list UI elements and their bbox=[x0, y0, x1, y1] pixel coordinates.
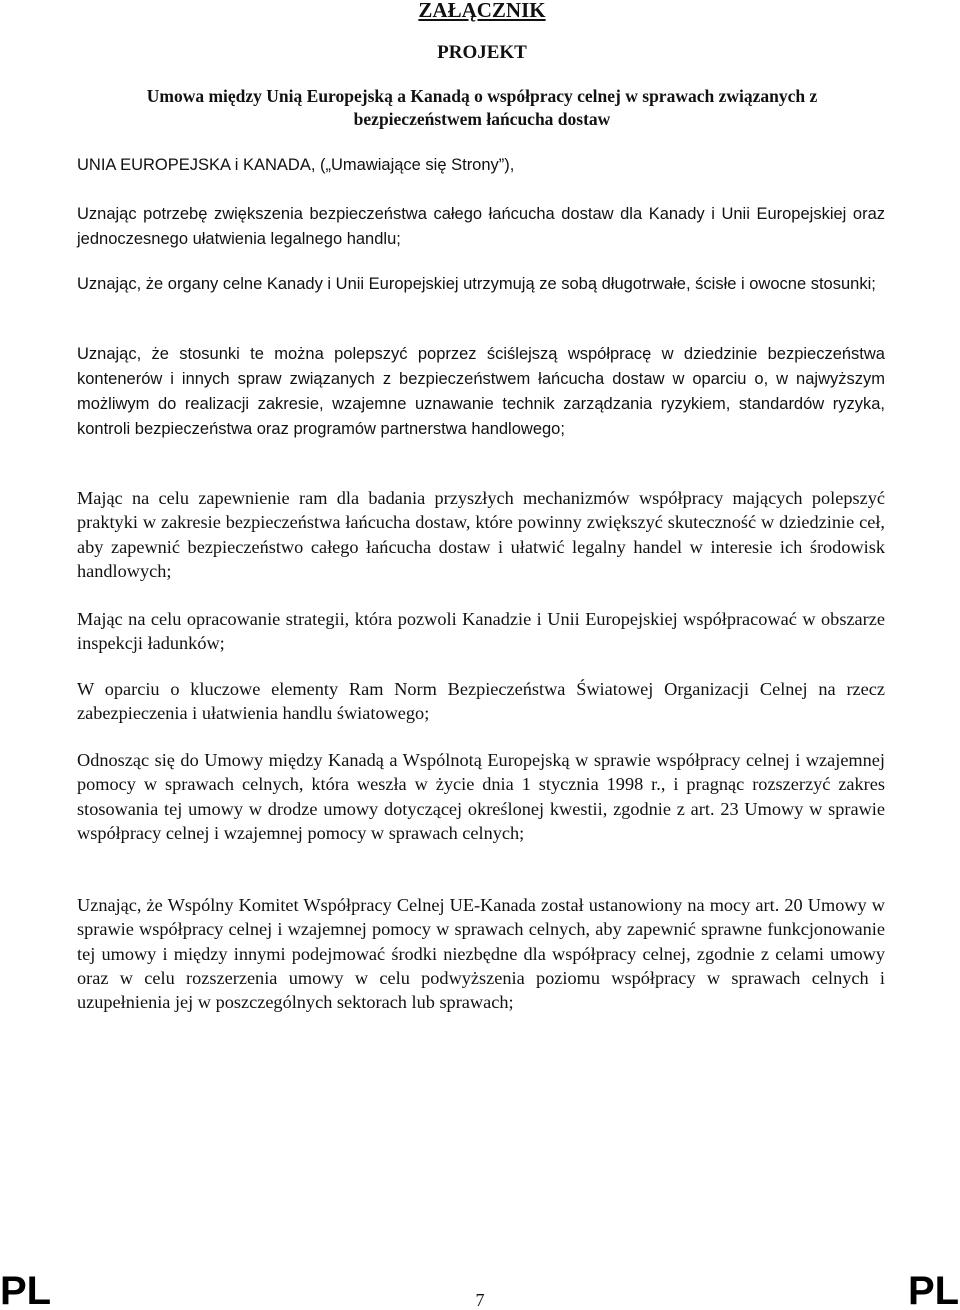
recital-paragraph-8: Uznając, że Wspólny Komitet Współpracy Celnej UE-Kanada został ustanowiony na mocy art. 20 Umowy w sprawie współpracy celnej i wzajemnej pomocy w sprawach celnych, aby zapewnić sprawne funkcjonowanie tej umowy i między innymi podejmować środki niezbędne dla współpracy celnej, zgodnie z celami umowy oraz w celu rozszerzenia umowy w celu podwyższenia poziomu współpracy w sprawach celnych i uzupełnienia jej w poszczególnych sektorach lub sprawach; bbox=[77, 895, 885, 1013]
recital-paragraph-5: Mając na celu opracowanie strategii, która pozwoli Kanadzie i Unii Europejskiej współpracować w obszarze inspekcji ładunków; bbox=[77, 609, 885, 654]
recital-paragraph-6: W oparciu o kluczowe elementy Ram Norm Bezpieczeństwa Światowej Organizacji Celnej na rzecz zabezpieczenia i ułatwienia handlu światowego; bbox=[77, 679, 885, 724]
recital-paragraph-1: Uznając potrzebę zwiększenia bezpieczeństwa całego łańcucha dostaw dla Kanady i Unii Europejskiej oraz jednoczesnego ułatwienia legalnego handlu; bbox=[77, 205, 885, 248]
recital-paragraph-2: Uznając, że organy celne Kanady i Unii Europejskiej utrzymują ze sobą długotrwałe, ścisłe i owocne stosunki; bbox=[77, 275, 876, 293]
annex-heading: ZAŁĄCZNIK bbox=[418, 0, 546, 22]
language-code-left: PL bbox=[0, 1269, 52, 1310]
recital-paragraph-3: Uznając, że stosunki te można polepszyć poprzez ściślejszą współpracę w dziedzinie bezpieczeństwa kontenerów i innych spraw związanych z bezpieczeństwem łańcucha dostaw w oparciu o, w najwyższym możliwym do realizacji zakresie, wzajemne uznawanie technik zarządzania ryzykiem, standardów ryzyka, kontroli bezpieczeństwa oraz programów partnerstwa handlowego; bbox=[77, 345, 885, 438]
language-code-right: PL bbox=[908, 1269, 960, 1310]
parties-paragraph: UNIA EUROPEJSKA i KANADA, („Umawiające się Strony”), bbox=[77, 156, 515, 174]
project-heading: PROJEKT bbox=[437, 42, 527, 63]
agreement-title: Umowa między Unią Europejską a Kanadą o współpracy celnej w sprawach związanych z bezpieczeństwem łańcucha dostaw bbox=[146, 86, 818, 129]
page-number: 7 bbox=[475, 1290, 485, 1310]
recital-paragraph-4: Mając na celu zapewnienie ram dla badania przyszłych mechanizmów współpracy mających polepszyć praktyki w zakresie bezpieczeństwa łańcucha dostaw, które powinny zwiększyć skuteczność w dziedzinie ceł, aby zapewnić bezpieczeństwo całego łańcucha dostaw i ułatwić legalny handel w interesie ich środowisk handlowych; bbox=[77, 488, 885, 581]
recital-paragraph-7: Odnosząc się do Umowy między Kanadą a Wspólnotą Europejską w sprawie współpracy celnej i wzajemnej pomocy w sprawach celnych, która weszła w życie dnia 1 stycznia 1998 r., i pragnąc rozszerzyć zakres stosowania tej umowy w drodze umowy dotyczącej określonej kwestii, zgodnie z art. 23 Umowy w sprawie współpracy celnej i wzajemnej pomocy w sprawach celnych; bbox=[77, 750, 885, 843]
